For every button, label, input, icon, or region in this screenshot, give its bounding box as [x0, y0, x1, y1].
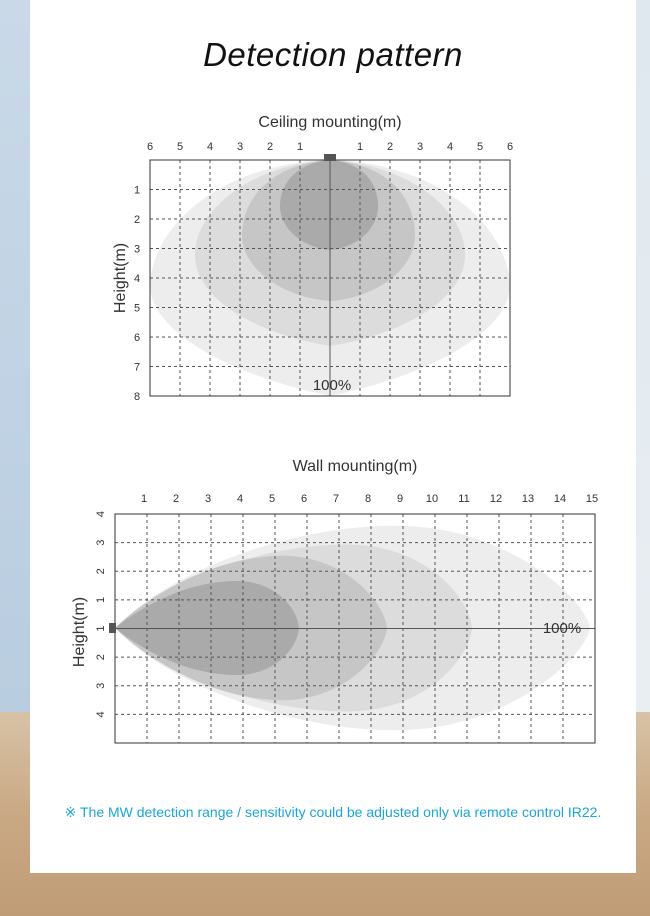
- ceiling-y-tick-label: 6: [133, 332, 141, 344]
- ceiling-y-tick-label: 5: [133, 302, 141, 315]
- wall-x-tick-label: 14: [553, 493, 567, 505]
- wall-y-tick-label: 4: [95, 711, 107, 718]
- ceiling-x-tick-label: 3: [236, 141, 244, 153]
- ceiling-x-tick-label: 4: [206, 141, 214, 153]
- wall-x-tick-label: 6: [300, 493, 308, 505]
- ceiling-grid: [150, 160, 510, 396]
- wall-x-tick-label: 5: [268, 493, 276, 505]
- wall-x-tick-label: 8: [364, 493, 372, 505]
- wall-y-tick-label: 2: [95, 568, 107, 575]
- ceiling-x-tick-label: 6: [506, 141, 514, 153]
- wall-x-tick-label: 13: [521, 493, 535, 505]
- wall-x-tick-label: 3: [204, 493, 212, 505]
- wall-x-tick-label: 4: [236, 493, 244, 505]
- ceiling-x-tick-label: 6: [146, 141, 154, 153]
- ceiling-diagram: [112, 141, 513, 403]
- wall-y-tick-label: 3: [95, 682, 107, 689]
- wall-y-axis-label: Height(m): [71, 596, 88, 668]
- ceiling-y-ticks: [134, 185, 140, 404]
- wall-x-tick-label: 10: [425, 493, 439, 505]
- ceiling-x-ticks: [147, 141, 513, 153]
- ceiling-x-tick-label: 4: [446, 141, 454, 153]
- ceiling-y-tick-label: 4: [133, 273, 141, 285]
- wall-x-tick-label: 11: [458, 493, 470, 505]
- wall-x-tick-label: 9: [396, 493, 404, 505]
- ceiling-x-tick-label: 1: [296, 141, 304, 153]
- ceiling-x-tick-label: 5: [176, 141, 184, 153]
- ceiling-y-tick-label: 7: [133, 361, 141, 374]
- wall-x-ticks: [141, 493, 598, 505]
- ceiling-x-tick-label: 3: [416, 141, 424, 153]
- footnote: ※ The MW detection range / sensitivity could be adjusted only via remote control IR22.: [64, 804, 602, 820]
- ceiling-y-tick-label: 1: [133, 184, 141, 197]
- ceiling-x-tick-label: 5: [476, 141, 484, 153]
- wall-y-ticks: [95, 511, 107, 718]
- wall-x-tick-label: 15: [585, 493, 599, 505]
- wall-x-tick-label: 12: [489, 493, 503, 505]
- wall-percent-label: 100%: [542, 620, 582, 637]
- ceiling-chart-title: Ceiling mounting(m): [258, 114, 402, 131]
- ceiling-x-tick-label: 2: [266, 141, 274, 153]
- ceiling-y-axis-label: Height(m): [112, 242, 129, 314]
- wall-y-tick-label: 1: [95, 625, 107, 632]
- ceiling-y-tick-label: 8: [133, 391, 141, 403]
- wall-y-tick-label: 2: [95, 654, 107, 661]
- page-title: Detection pattern: [203, 36, 463, 73]
- wall-diagram: [71, 493, 598, 743]
- wall-x-tick-label: 1: [140, 493, 148, 505]
- wall-y-tick-label: 1: [95, 596, 107, 603]
- ceiling-percent-label: 100%: [312, 377, 352, 394]
- wall-x-tick-label: 2: [172, 493, 180, 505]
- ceiling-x-tick-label: 2: [386, 141, 394, 153]
- ceiling-y-tick-label: 3: [133, 243, 141, 256]
- wall-y-tick-label: 4: [95, 510, 107, 518]
- ceiling-x-tick-label: 1: [356, 141, 364, 153]
- wall-x-tick-label: 7: [332, 493, 340, 505]
- ceiling-y-tick-label: 2: [133, 214, 141, 226]
- wall-sensor-icon: [109, 623, 116, 633]
- wall-chart-title: Wall mounting(m): [292, 458, 418, 475]
- wall-y-tick-label: 3: [95, 539, 107, 546]
- ceiling-sensor-icon: [324, 154, 336, 161]
